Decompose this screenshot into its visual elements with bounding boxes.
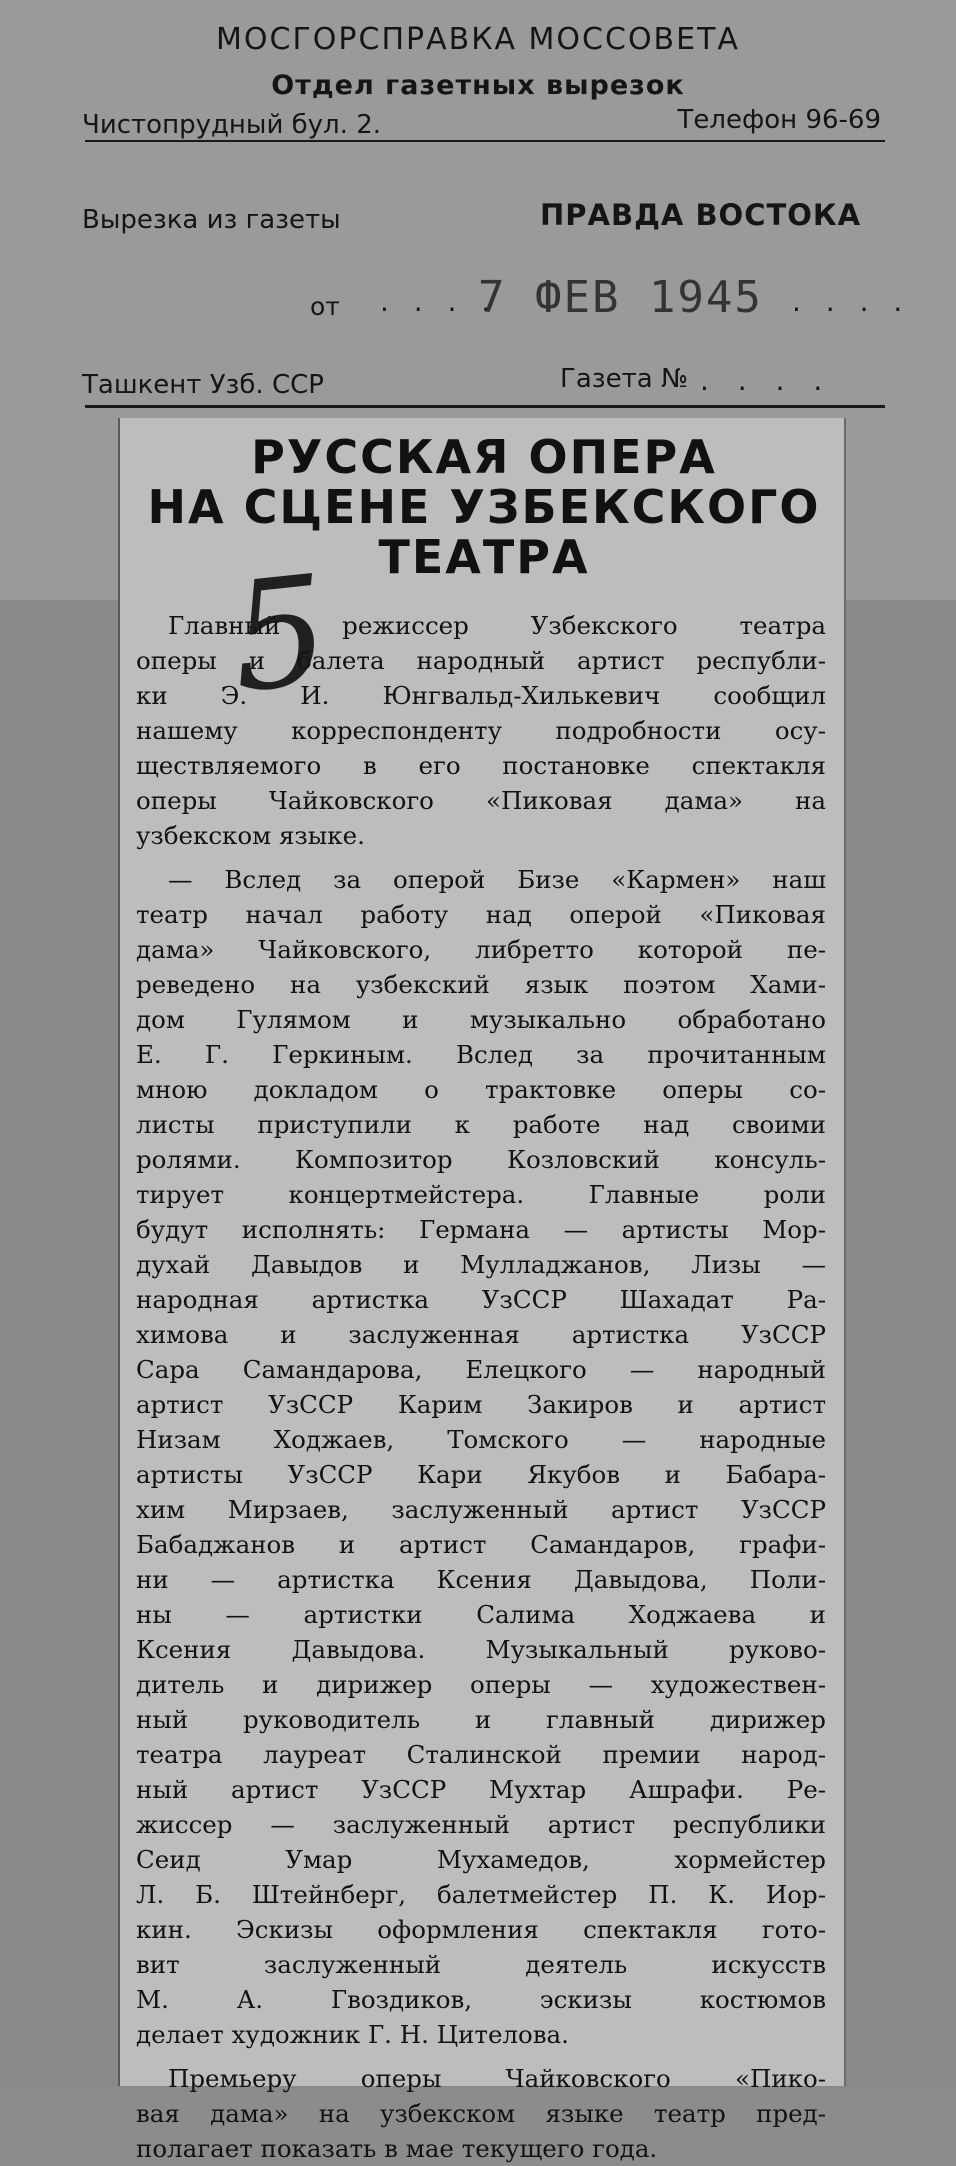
article-line: театра лауреат Сталинской премии народ- bbox=[136, 1740, 826, 1769]
article-line: Главный режиссер Узбекского театра bbox=[168, 611, 826, 640]
article-line: Премьеру оперы Чайковского «Пико- bbox=[168, 2064, 826, 2093]
article-line: М. А. Гвоздиков, эскизы костюмов bbox=[136, 1985, 826, 2014]
issue-dots: . . . . bbox=[700, 364, 833, 397]
issue-label: Газета № bbox=[560, 364, 688, 394]
article-line: нашему корреспонденту подробности осу- bbox=[136, 716, 826, 745]
article-line: Сара Самандарова, Елецкого — народный bbox=[136, 1355, 826, 1384]
article-line: вая дама» на узбекском языке театр пред- bbox=[136, 2099, 826, 2128]
date-dots-left: . . . . bbox=[380, 285, 499, 318]
article-line: хим Мирзаев, заслуженный артист УзССР bbox=[136, 1495, 826, 1524]
headline-line: НА СЦЕНЕ УЗБЕКСКОГО bbox=[147, 480, 821, 534]
article-line: ки Э. И. Юнгвальд-Хилькевич сообщил bbox=[136, 681, 826, 710]
article-line: дама» Чайковского, либретто которой пе- bbox=[136, 935, 826, 964]
article-line: листы приступили к работе над своими bbox=[136, 1110, 826, 1139]
article-line: узбекском языке. bbox=[136, 821, 365, 850]
form-bottom-rule bbox=[85, 405, 885, 408]
article-line: кин. Эскизы оформления спектакля гото- bbox=[136, 1915, 826, 1944]
article-line: полагает показать в мае текущего года. bbox=[136, 2134, 658, 2163]
city-label: Ташкент Узб. ССР bbox=[82, 370, 324, 400]
article-line: тирует концертмейстера. Главные роли bbox=[136, 1180, 826, 1209]
date-label: от bbox=[310, 292, 340, 321]
department-name: Отдел газетных вырезок bbox=[271, 70, 685, 101]
handwritten-number: 5 bbox=[223, 543, 337, 727]
article-line: Низам Ходжаев, Томского — народные bbox=[136, 1425, 826, 1454]
article-line: ный руководитель и главный дирижер bbox=[136, 1705, 826, 1734]
article-line: реведено на узбекский язык поэтом Хами- bbox=[136, 970, 826, 999]
article-line: Е. Г. Геркиным. Вслед за прочитанным bbox=[136, 1040, 826, 1069]
article-line: химова и заслуженная артистка УзССР bbox=[136, 1320, 826, 1349]
article-line: жиссер — заслуженный артист республики bbox=[136, 1810, 826, 1839]
article-line: ни — артистка Ксения Давыдова, Поли- bbox=[136, 1565, 826, 1594]
newspaper-clipping bbox=[118, 418, 846, 2163]
clip-label: Вырезка из газеты bbox=[82, 205, 341, 235]
article-body bbox=[136, 608, 826, 2166]
bureau-name: МОСГОРСПРАВКА МОССОВЕТА bbox=[216, 22, 740, 57]
article-line: оперы Чайковского «Пиковая дама» на bbox=[136, 786, 826, 815]
article-line: ролями. Композитор Козловский консуль- bbox=[136, 1145, 826, 1174]
article-line: дом Гулямом и музыкально обработано bbox=[136, 1005, 826, 1034]
headline-line: ТЕАТРА bbox=[378, 530, 590, 584]
article-line: артисты УзССР Кари Якубов и Бабара- bbox=[136, 1460, 826, 1489]
article-line: артист УзССР Карим Закиров и артист bbox=[136, 1390, 826, 1419]
article-line: мною докладом о трактовке оперы со- bbox=[136, 1075, 826, 1104]
bureau-phone: Телефон 96-69 bbox=[677, 105, 881, 135]
article-line: Бабаджанов и артист Самандаров, графи- bbox=[136, 1530, 826, 1559]
bureau-address: Чистопрудный бул. 2. bbox=[82, 110, 381, 140]
paragraph-gap bbox=[136, 853, 826, 862]
article-line: будут исполнять: Германа — артисты Мор- bbox=[136, 1215, 826, 1244]
date-dots-right: . . . . bbox=[792, 285, 911, 318]
article-line: Сеид Умар Мухамедов, хормейстер bbox=[136, 1845, 826, 1874]
article-line: театр начал работу над оперой «Пиковая bbox=[136, 900, 826, 929]
headline-line: РУССКАЯ ОПЕРА bbox=[251, 430, 717, 484]
article-line: вит заслуженный деятель искусств bbox=[136, 1950, 826, 1979]
article-line: оперы и балета народный артист республи- bbox=[136, 646, 826, 675]
article-line: — Вслед за оперой Бизе «Кармен» наш bbox=[168, 865, 826, 894]
article-line: духай Давыдов и Мулладжанов, Лизы — bbox=[136, 1250, 826, 1279]
paragraph-gap bbox=[136, 2052, 826, 2061]
article-line: ны — артистки Салима Ходжаева и bbox=[136, 1600, 826, 1629]
article-line: дитель и дирижер оперы — художествен- bbox=[136, 1670, 826, 1699]
header-rule bbox=[85, 140, 885, 142]
article-line: народная артистка УзССР Шахадат Ра- bbox=[136, 1285, 826, 1314]
article-line: делает художник Г. Н. Цителова. bbox=[136, 2020, 569, 2049]
article-line: Л. Б. Штейнберг, балетмейстер П. К. Иор- bbox=[136, 1880, 826, 1909]
article-line: ществляемого в его постановке спектакля bbox=[136, 751, 826, 780]
article-line: ный артист УзССР Мухтар Ашрафи. Ре- bbox=[136, 1775, 826, 1804]
date-stamp: 7 ФЕВ 1945 bbox=[478, 272, 763, 323]
article-line: Ксения Давыдова. Музыкальный руково- bbox=[136, 1635, 826, 1664]
newspaper-name: ПРАВДА ВОСТОКА bbox=[540, 198, 862, 232]
